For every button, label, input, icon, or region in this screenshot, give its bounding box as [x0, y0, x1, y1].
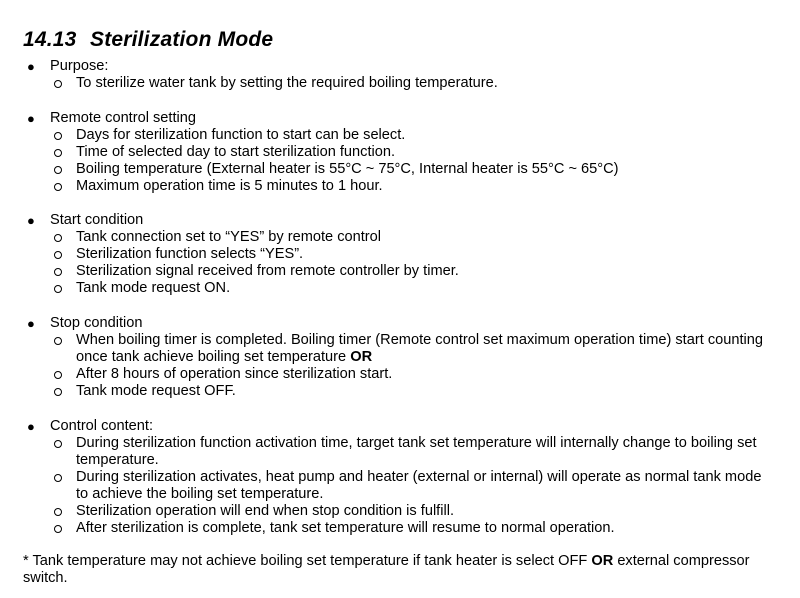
list-item-text: Boiling temperature (External heater is 55°C ~ 75°C, Internal heater is 55°C ~ 65°C) — [76, 161, 619, 177]
hollow-bullet-icon — [54, 285, 62, 293]
list-item — [0, 332, 800, 366]
bullet-icon: ● — [27, 419, 35, 434]
section-label: Remote control setting — [50, 110, 197, 126]
section-label-row — [0, 418, 800, 435]
hollow-bullet-icon — [54, 251, 62, 259]
list-item-text: Tank connection set to “YES” by remote control — [76, 229, 381, 245]
list-item — [0, 435, 800, 469]
list-item-text: Sterilization function selects “YES”. — [76, 246, 304, 262]
hollow-bullet-icon — [54, 268, 62, 276]
list-item-text: After sterilization is complete, tank set temperature will resume to normal operation. — [76, 520, 615, 536]
list-item-text-main: When boiling timer is completed. Boiling timer (Remote control set maximum operation time) start counting once tank achieve boiling set temperature — [76, 332, 763, 365]
hollow-bullet-icon — [54, 166, 62, 174]
list-item — [0, 263, 800, 280]
section-label: Start condition — [50, 212, 144, 228]
list-item — [0, 366, 800, 383]
bullet-icon: ● — [27, 213, 35, 228]
list-item-text: Time of selected day to start sterilization function. — [76, 144, 396, 160]
list-item — [0, 383, 800, 400]
hollow-bullet-icon — [54, 132, 62, 140]
list-item — [0, 229, 800, 246]
list-item-text: Maximum operation time is 5 minutes to 1 hour. — [76, 178, 383, 194]
list-item — [0, 246, 800, 263]
list-item-text: After 8 hours of operation since sterilization start. — [76, 366, 393, 382]
hollow-bullet-icon — [54, 388, 62, 396]
footnote-text-2: external compressor switch. — [23, 553, 750, 586]
list-item-text: Days for sterilization function to start can be select. — [76, 127, 406, 143]
list-item — [0, 75, 800, 92]
section-number: 14.13 — [23, 28, 77, 51]
hollow-bullet-icon — [54, 183, 62, 191]
list-item-text: Sterilization signal received from remote controller by timer. — [76, 263, 459, 279]
hollow-bullet-icon — [54, 371, 62, 379]
section-heading — [23, 28, 273, 52]
section-label: Control content: — [50, 418, 154, 434]
list-item — [0, 503, 800, 520]
hollow-bullet-icon — [54, 149, 62, 157]
list-item — [0, 469, 800, 503]
footnote — [23, 553, 768, 587]
list-item — [0, 127, 800, 144]
emphasis-or: OR — [350, 349, 373, 365]
hollow-bullet-icon — [54, 337, 62, 345]
list-item — [0, 144, 800, 161]
section-title: Sterilization Mode — [90, 28, 274, 51]
section-label-row — [0, 315, 800, 332]
section-label-row — [0, 212, 800, 229]
hollow-bullet-icon — [54, 508, 62, 516]
section-label: Stop condition — [50, 315, 143, 331]
list-item — [0, 520, 800, 537]
list-item-text: To sterilize water tank by setting the required boiling temperature. — [76, 75, 498, 91]
list-item-text: Tank mode request OFF. — [76, 383, 236, 399]
bullet-icon: ● — [27, 316, 35, 331]
list-item-text: During sterilization function activation time, target tank set temperature will internally change to boiling set temperature. — [76, 435, 757, 468]
bullet-icon: ● — [27, 59, 35, 74]
hollow-bullet-icon — [54, 80, 62, 88]
section-remote-control-setting — [0, 110, 800, 195]
hollow-bullet-icon — [54, 474, 62, 482]
list-item — [0, 178, 800, 195]
section-label: Purpose: — [50, 58, 109, 74]
bullet-icon: ● — [27, 111, 35, 126]
section-start-condition — [0, 212, 800, 297]
section-stop-condition — [0, 315, 800, 400]
list-item-text — [76, 332, 776, 366]
list-item-text: Sterilization operation will end when stop condition is fulfill. — [76, 503, 455, 519]
hollow-bullet-icon — [54, 440, 62, 448]
section-label-row — [0, 110, 800, 127]
footnote-text-1: * Tank temperature may not achieve boiling set temperature if tank heater is select OFF — [23, 553, 588, 569]
list-item-text: Tank mode request ON. — [76, 280, 231, 296]
footnote-emphasis-or: OR — [591, 553, 614, 569]
section-control-content — [0, 418, 800, 537]
list-item-text: During sterilization activates, heat pump and heater (external or internal) will operate as normal tank mode to achieve the boiling set temperature. — [76, 469, 762, 502]
hollow-bullet-icon — [54, 234, 62, 242]
hollow-bullet-icon — [54, 525, 62, 533]
list-item — [0, 161, 800, 178]
section-label-row — [0, 58, 800, 75]
section-purpose — [0, 58, 800, 92]
list-item — [0, 280, 800, 297]
